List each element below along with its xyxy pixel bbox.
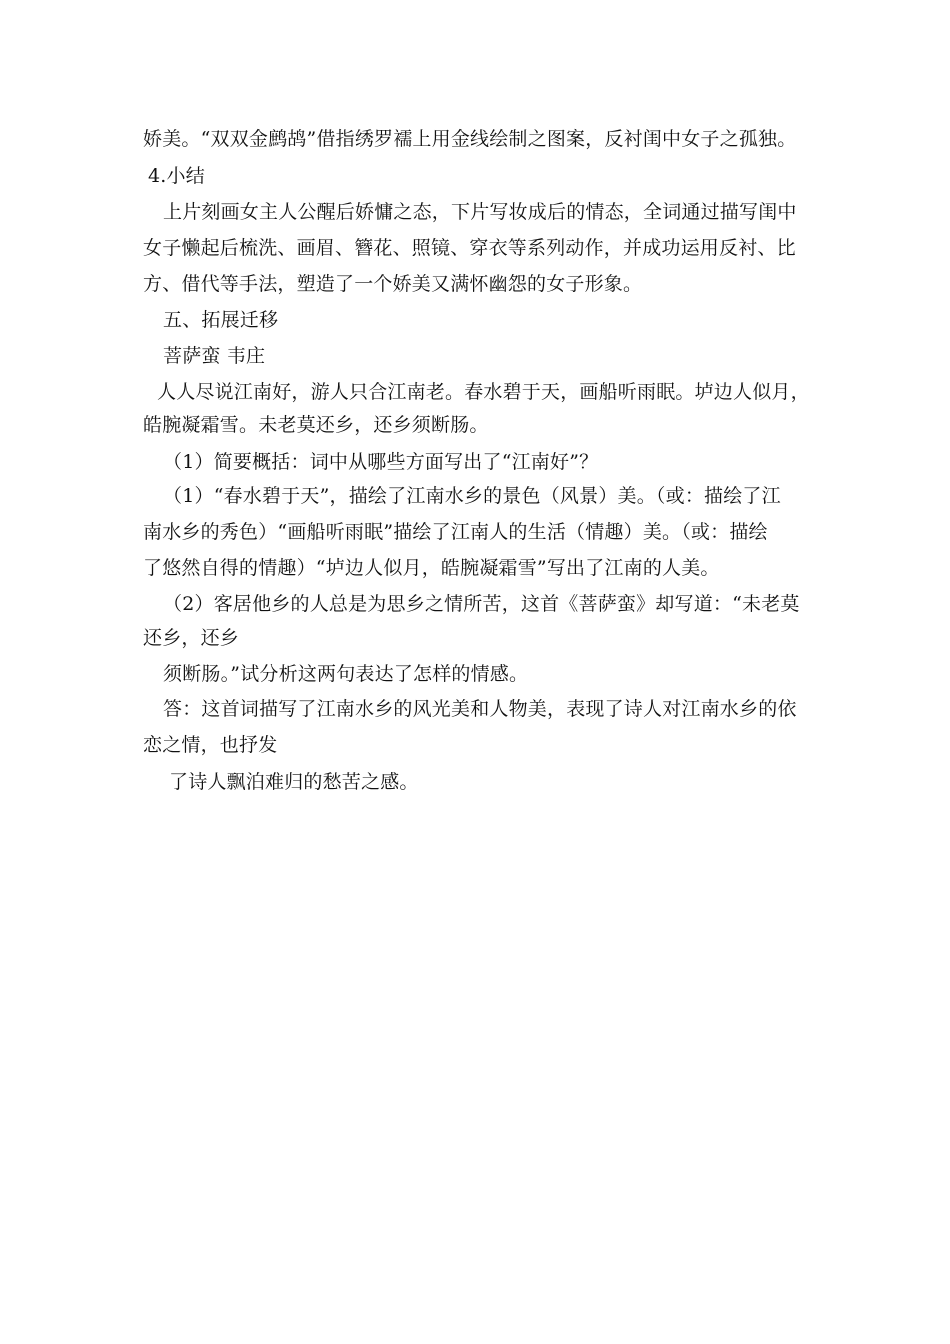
section-heading: 五、拓展迁移 <box>163 309 279 331</box>
text-line: 上片刻画女主人公醒后娇慵之态，下片写妆成后的情态，全词通过描写闺中 <box>163 201 797 223</box>
answer-line: 了悠然自得的情趣）“垆边人似月，皓腕凝霜雪”写出了江南的人美。 <box>143 557 720 579</box>
question-line: （2）客居他乡的人总是为思乡之情所苦，这首《菩萨蛮》却写道：“未老莫 <box>163 593 800 615</box>
answer-line: （1）“春水碧于天”，描绘了江南水乡的景色（风景）美。（或：描绘了江 <box>163 485 781 507</box>
text-line: 女子懒起后梳洗、画眉、簪花、照镜、穿衣等系列动作，并成功运用反衬、比 <box>143 237 796 259</box>
section-heading: 4.小结 <box>148 165 205 187</box>
text-line: 方、借代等手法，塑造了一个娇美又满怀幽怨的女子形象。 <box>143 273 643 295</box>
question-line: 须断肠。”试分析这两句表达了怎样的情感。 <box>163 663 529 685</box>
answer-line: 答：这首词描写了江南水乡的风光美和人物美，表现了诗人对江南水乡的依 <box>163 698 797 720</box>
question-line: （1）简要概括：词中从哪些方面写出了“江南好”？ <box>163 451 599 473</box>
answer-line: 恋之情，也抒发 <box>143 734 278 756</box>
answer-line: 了诗人飘泊难归的愁苦之感。 <box>169 771 419 793</box>
poem-line: 皓腕凝霜雪。未老莫还乡，还乡须断肠。 <box>143 414 489 436</box>
answer-line: 南水乡的秀色）“画船听雨眠”描绘了江南人的生活（情趣）美。（或：描绘 <box>143 521 768 543</box>
question-line: 还乡，还乡 <box>143 627 240 649</box>
poem-title: 菩萨蛮 韦庄 <box>163 345 266 367</box>
poem-line: 人人尽说江南好，游人只合江南老。春水碧于天，画船听雨眠。垆边人似月， <box>157 381 810 403</box>
text-line: 娇美。“双双金鹧鸪”借指绣罗襦上用金线绘制之图案，反衬闺中女子之孤独。 <box>143 128 797 150</box>
